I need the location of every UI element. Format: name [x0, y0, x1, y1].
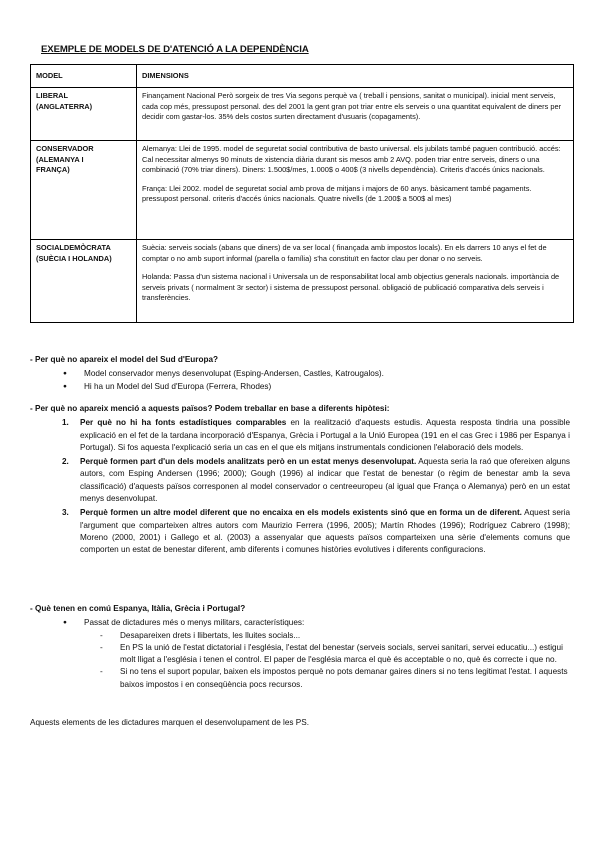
section-question: - Per què no apareix menció a aquests països? Podem treballar en base a diferents hipòtesi:	[30, 404, 390, 413]
section-question: - Per què no apareix el model del Sud d'Europa?	[30, 355, 219, 364]
item-text: Desapareixen drets i llibertats, les lluites socials...	[120, 630, 301, 640]
section-sud-europa	[30, 354, 570, 393]
list-item: ● Model conservador menys desenvolupat (Esping-Andersen, Castles, Katrougalos).	[30, 368, 570, 380]
model-name: SOCIALDEMÒCRATA (SUÈCIA I HOLANDA)	[36, 243, 112, 263]
dimension-paragraph: Finançament Nacional Però sorgeix de tres Via segons perquè va ( treball i pensions, sanitat o municipal). inicial ment serveis, cada cop més, pressupost personal. des del 2001 la gent gran pot triar entre els serveis o una quantitat equivalent de diners per decidir com gastar-los. 35% dels costos surten directament d'usuaris (copagaments).	[142, 91, 562, 122]
document-title: EXEMPLE DE MODELS DE D'ATENCIÓ A LA DEPENDÈNCIA	[41, 44, 309, 55]
dimensions-cell	[137, 88, 574, 141]
item-lead: Perquè formen part d'un dels models analitzats però en un estat menys desenvolupat.	[80, 457, 417, 467]
dimension-paragraph: Holanda: Passa d'un sistema nacional i Universala un de responsabilitat local amb objectius generals nacionals. importància de serveis privats ( normalment 3r sector) i sistema de pressupost personal. obligació de publicació comparativa dels serveis i transferències.	[142, 272, 560, 303]
header-dimensions: DIMENSIONS	[137, 65, 574, 88]
dimension-paragraph: Alemanya: Llei de 1995. model de seguretat social contributiva de basto universal. els jubilats també paguen contribució. accés: Cal necessitar almenys 90 minuts de xistencia diària durant sis mesos amb 2 AVQ. poden triar entre serveis, diners o una combinació (70% triar diners). Diners: 1.500$/mes, 1.000$ o 400$ (3 nivells dependència). Criteris d'accés únics nacionals.	[142, 144, 561, 175]
dash-marker: -	[100, 667, 103, 677]
dash-marker: -	[100, 630, 103, 640]
model-cell	[31, 88, 137, 141]
numbered-list	[30, 417, 570, 556]
model-cell	[31, 240, 137, 323]
list-item: ● Hi ha un Model del Sud d'Europa (Ferrera, Rhodes)	[30, 381, 570, 393]
dimensions-cell	[137, 240, 574, 323]
item-text: en la realització d'aquests estudis. Aquesta resposta tindria una possible explicació en el fet de la tardana incorporació d'Espanya, Grècia i Portugal a la Unió Europea (191 en el cas Grec i 1986 per Espanya i Portugal). Si fos aquesta l'explicació seria un cas en el que els mitjans instrumentals condicionen l'elaboració dels models.	[80, 418, 570, 452]
table-row-liberal	[31, 88, 574, 141]
item-text: Si no tens el suport popular, baixen els impostos perquè no pots demanar gaires diners si no tens legitimat l'estat. I aquests baixos impostos i en conseqüència pocs recursos.	[120, 667, 568, 689]
model-name: LIBERAL (ANGLATERRA)	[36, 91, 93, 111]
table-header-row	[31, 65, 574, 88]
dash-marker: -	[100, 642, 103, 652]
bullet-list	[30, 617, 570, 629]
list-item	[30, 417, 570, 454]
list-item: ● Passat de dictadures més o menys militars, característiques:	[30, 617, 570, 629]
list-item	[30, 630, 570, 642]
section-question: - Què tenen en comú Espanya, Itàlia, Grècia i Portugal?	[30, 604, 246, 613]
dimension-paragraph: Suècia: serveis socials (abans que diners) de va ser local ( finançada amb impostos locals). En els darrers 10 anys el fet de comptar o no amb suport informal (parella o família) s'ha constituït en factor clau per donar o no serveis.	[142, 243, 547, 263]
table-row-conservador	[31, 141, 574, 240]
item-text: En PS la unió de l'estat dictatorial i l'església, l'estat del benestar (serveis socials, servei sanitari, servei educatiu...) estigui molt lligat a l'església i tenen el control. El paper de l'església marca el què és acceptable o no, què és correcte i que no.	[120, 642, 563, 665]
model-name: CONSERVADOR (ALEMANYA I FRANÇA)	[36, 144, 94, 175]
table-row-socialdemocrata	[31, 240, 574, 323]
item-lead: Perquè formen un altre model diferent que no encaixa en els models existents sinó que en forma un de diferent.	[80, 508, 522, 518]
item-text: Aquesta seria la raó que ofereixen alguns autors, com Esping Andersen (1996; 2000); Gough (1996) al indicar que l'estat de benestar (o règim de benestar amb la seva classificació) d'aquests països corresponen al model conservador o centreeuropeu (al igual que França o Alemanya) però en un estat menys desenvolupat.	[80, 457, 570, 504]
list-item	[30, 507, 570, 556]
dash-list	[30, 630, 570, 691]
dimensions-cell	[137, 141, 574, 240]
item-number: 1.	[62, 418, 69, 428]
item-text: Aquest seria l'argument que comparteixen altres autors com Maurizio Ferrera (1996, 2005); Martín Rhodes (1996); Rodríguez Cabrero (1998); Moreno (2000, 2001) i Gallego et al. (2003) a assenyalar que aquests països comparteixen una sèrie d'elements comuns que comporten un estat de benestar diferent, amb diferents i comunes històries evolutives i diferents configuracions.	[80, 508, 570, 555]
item-number: 2.	[62, 457, 69, 467]
item-lead: Per què no hi ha fonts estadístiques comparables	[80, 418, 287, 428]
models-table	[30, 64, 574, 323]
header-model: MODEL	[31, 65, 137, 88]
list-item	[30, 666, 570, 691]
dimension-paragraph: França: Llei 2002. model de seguretat social amb prova de mitjans i majors de 60 anys. bàsicament també pagaments. pressupost personal. criteris d'accés únics nacionals. Quatre nivells (de 1.200$ a 500$ al mes)	[142, 183, 532, 204]
section-comu	[30, 603, 570, 691]
item-number: 3.	[62, 508, 69, 518]
section-hipotesis	[30, 403, 570, 559]
closing-paragraph: Aquests elements de les dictadures marquen el desenvolupament de les PS.	[30, 718, 309, 727]
list-item	[30, 456, 570, 505]
bullet-list	[30, 368, 570, 393]
model-cell	[31, 141, 137, 240]
list-item	[30, 642, 570, 667]
